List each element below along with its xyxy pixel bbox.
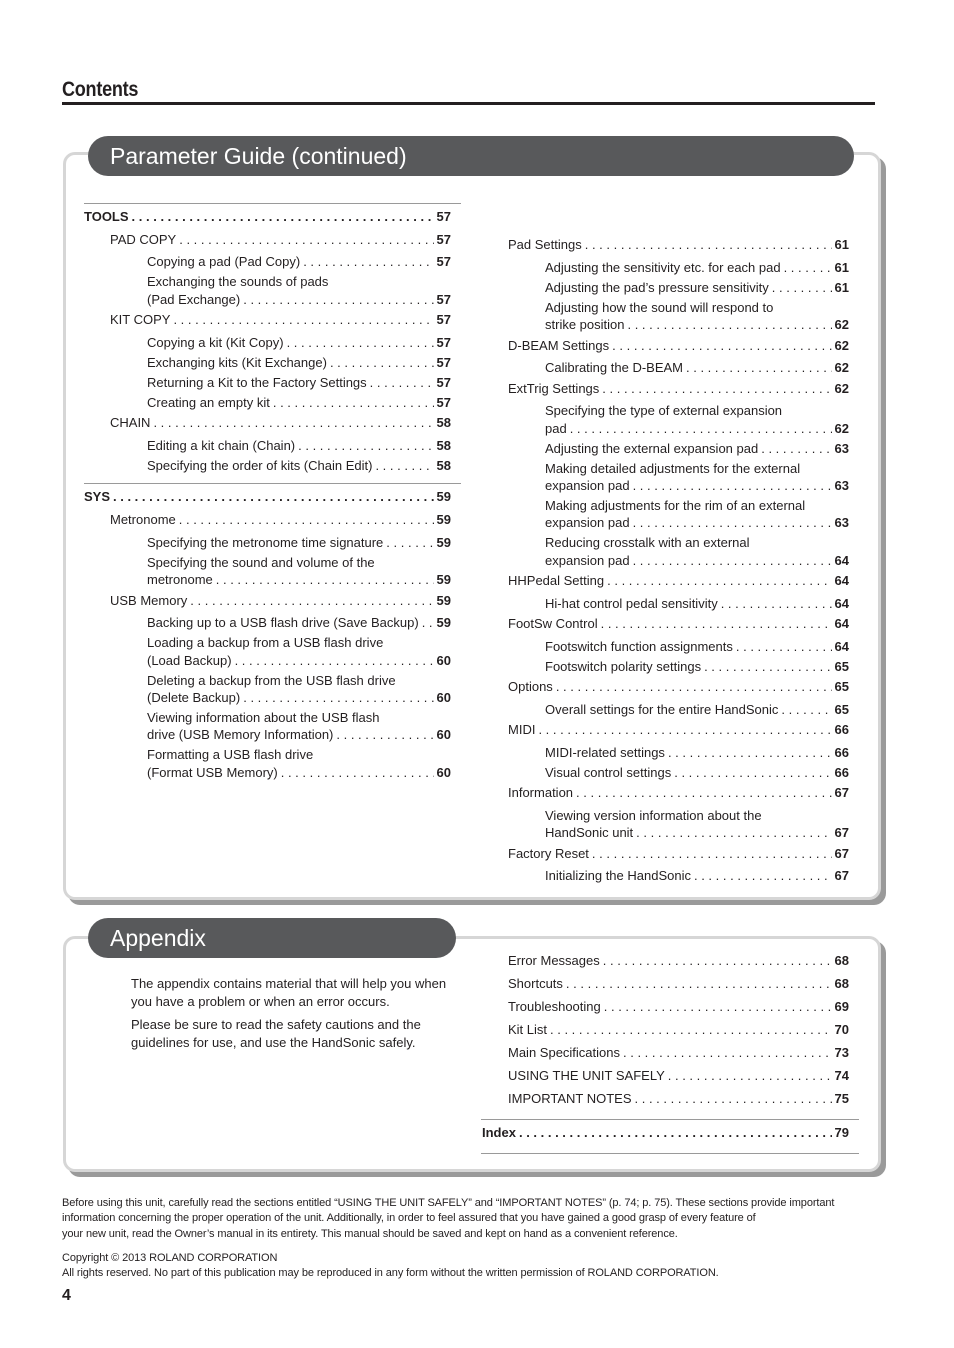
toc-entry-text: Deleting a backup from the USB flash drive	[147, 673, 396, 688]
dot-leader	[303, 254, 433, 270]
entry-title: (Delete Backup)	[147, 690, 241, 705]
page-ref: 59	[436, 593, 451, 608]
dot-leader	[781, 702, 831, 718]
dot-leader	[607, 573, 831, 589]
page-ref: 61	[834, 260, 849, 275]
dot-leader	[633, 553, 832, 569]
page-ref: 66	[834, 722, 849, 737]
dot-leader	[623, 1045, 832, 1061]
entry-title: Creating an empty kit	[147, 395, 270, 410]
footer-note-line-3: your new unit, read the Owner’s manual in its entirety. This manual should be saved and kept on hand as a convenient reference.	[62, 1228, 678, 1240]
entry-title: Visual control settings	[545, 765, 672, 780]
page-ref: 65	[834, 679, 849, 694]
entry-title: HHPedal Setting	[508, 573, 605, 588]
entry-title: metronome	[147, 572, 213, 587]
toc-entry-text: Formatting a USB flash drive	[147, 747, 314, 762]
page-ref: 57	[436, 254, 451, 269]
dot-leader	[686, 360, 832, 376]
toc-entry[interactable]	[508, 237, 849, 253]
entry-title: Specifying the metronome time signature	[147, 535, 384, 550]
dot-leader	[602, 381, 831, 397]
toc-entry[interactable]	[508, 679, 849, 695]
toc-entry[interactable]	[110, 512, 451, 528]
toc-entry[interactable]	[110, 312, 451, 328]
dot-leader	[761, 441, 831, 457]
dot-leader	[113, 489, 434, 505]
toc-entry[interactable]	[508, 338, 849, 354]
toc-entry-text: Adjusting how the sound will respond to	[545, 300, 774, 315]
toc-entry[interactable]	[84, 489, 451, 505]
dot-leader	[173, 312, 433, 328]
page-ref: 63	[834, 515, 849, 530]
page-ref: 60	[436, 765, 451, 780]
dot-leader	[636, 825, 831, 841]
page-ref: 62	[834, 360, 849, 375]
toc-entry[interactable]	[147, 355, 451, 371]
page-ref: 59	[436, 615, 451, 630]
toc-entry-text: Specifying the type of external expansion	[545, 403, 783, 418]
page-ref: 67	[834, 785, 849, 800]
page-ref: 57	[436, 292, 451, 307]
page-ref: 63	[834, 478, 849, 493]
entry-title: ExtTrig Settings	[508, 381, 600, 396]
entry-title: USING THE UNIT SAFELY	[508, 1068, 665, 1083]
entry-title: SYS	[84, 489, 111, 504]
dot-leader	[179, 512, 434, 528]
toc-entry[interactable]	[545, 260, 849, 276]
divider	[84, 203, 461, 204]
entry-title: Index	[482, 1125, 516, 1140]
entry-title: strike position	[545, 317, 625, 332]
dot-leader	[694, 868, 832, 884]
entry-title: expansion pad	[545, 478, 630, 493]
page-ref: 57	[436, 395, 451, 410]
dot-leader	[585, 237, 832, 253]
toc-entry[interactable]	[147, 375, 451, 391]
entry-title: MIDI-related settings	[545, 745, 665, 760]
appendix-entry[interactable]	[482, 1125, 849, 1141]
entry-title: Adjusting the sensitivity etc. for each pad	[545, 260, 781, 275]
dot-leader	[556, 679, 832, 695]
toc-entry[interactable]	[110, 593, 451, 609]
entry-title: expansion pad	[545, 515, 630, 530]
toc-entry[interactable]	[110, 415, 451, 431]
toc-entry[interactable]	[147, 335, 451, 351]
toc-entry[interactable]	[110, 232, 451, 248]
toc-entry[interactable]	[508, 616, 849, 632]
entry-title: Pad Settings	[508, 237, 582, 252]
toc-entry[interactable]	[147, 292, 451, 308]
toc-entry[interactable]	[545, 765, 849, 781]
page-ref: 62	[834, 421, 849, 436]
page-ref: 64	[834, 553, 849, 568]
entry-title: Shortcuts	[508, 976, 563, 991]
dot-leader	[668, 745, 832, 761]
entry-title: Footswitch function assignments	[545, 639, 733, 654]
toc-entry[interactable]	[147, 690, 451, 706]
appendix-entry[interactable]	[508, 1045, 849, 1061]
dot-leader	[576, 785, 831, 801]
page-ref: 67	[834, 846, 849, 861]
page-ref: 75	[834, 1091, 849, 1106]
dot-leader	[604, 999, 832, 1015]
dot-leader	[281, 765, 434, 781]
page-ref: 60	[436, 653, 451, 668]
toc-entry-text: Exchanging the sounds of pads	[147, 274, 329, 289]
page-ref: 74	[834, 1068, 849, 1083]
page-ref: 57	[436, 335, 451, 350]
dot-leader	[592, 846, 832, 862]
entry-title: (Format USB Memory)	[147, 765, 278, 780]
dot-leader	[298, 438, 433, 454]
dot-leader	[635, 1091, 832, 1107]
toc-entry[interactable]	[545, 659, 849, 675]
toc-entry[interactable]	[508, 846, 849, 862]
dot-leader	[633, 515, 832, 531]
entry-title: Information	[508, 785, 574, 800]
entry-title: Main Specifications	[508, 1045, 620, 1060]
page-ref: 59	[436, 535, 451, 550]
appendix-entry[interactable]	[508, 976, 849, 992]
toc-entry[interactable]	[545, 639, 849, 655]
parameter-guide-banner: Parameter Guide (continued)	[88, 136, 854, 176]
page-ref: 57	[436, 355, 451, 370]
entry-title: Error Messages	[508, 953, 600, 968]
toc-entry[interactable]	[147, 458, 451, 474]
page-ref: 58	[436, 438, 451, 453]
footer-note-line-2: information concerning the proper operation of the unit. Additionally, in order to feel assured that you have gained a good grasp of every feature of	[62, 1212, 756, 1224]
entry-title: Options	[508, 679, 553, 694]
toc-entry[interactable]	[545, 702, 849, 718]
dot-leader	[704, 659, 831, 675]
dot-leader	[386, 535, 433, 551]
page-ref: 59	[436, 512, 451, 527]
entry-title: Troubleshooting	[508, 999, 601, 1014]
toc-entry[interactable]	[545, 825, 849, 841]
dot-leader	[330, 355, 434, 371]
page-ref: 59	[436, 572, 451, 587]
dot-leader	[603, 953, 832, 969]
entry-title: KIT COPY	[110, 312, 171, 327]
dot-leader	[566, 976, 832, 992]
page-ref: 67	[834, 868, 849, 883]
page-ref: 63	[834, 441, 849, 456]
toc-entry[interactable]	[545, 868, 849, 884]
toc-entry[interactable]	[147, 653, 451, 669]
toc-entry[interactable]	[147, 765, 451, 781]
dot-leader	[216, 572, 434, 588]
toc-entry[interactable]	[147, 572, 451, 588]
entry-title: pad	[545, 421, 567, 436]
entry-title: Kit List	[508, 1022, 548, 1037]
toc-entry[interactable]	[508, 573, 849, 589]
dot-leader	[153, 415, 433, 431]
dot-leader	[190, 593, 433, 609]
entry-title: (Load Backup)	[147, 653, 232, 668]
dot-leader	[179, 232, 433, 248]
page-ref: 79	[834, 1125, 849, 1140]
page-ref: 60	[436, 727, 451, 742]
toc-entry[interactable]	[545, 280, 849, 296]
entry-title: Initializing the HandSonic	[545, 868, 691, 883]
footer-note-line-1: Before using this unit, carefully read the sections entitled “USING THE UNIT SAFELY” and “IMPORTANT NOTES” (p. 74; p. 75). These sections provide important	[62, 1197, 835, 1209]
toc-entry[interactable]	[147, 535, 451, 551]
entry-title: Backing up to a USB flash drive (Save Backup)	[147, 615, 419, 630]
dot-leader	[132, 209, 434, 225]
dot-leader	[243, 690, 433, 706]
dot-leader	[375, 458, 433, 474]
entry-title: Footswitch polarity settings	[545, 659, 702, 674]
entry-title: drive (USB Memory Information)	[147, 727, 334, 742]
dot-leader	[668, 1068, 832, 1084]
entry-title: D-BEAM Settings	[508, 338, 610, 353]
toc-entry-text: Specifying the sound and volume of the	[147, 555, 375, 570]
title-rule	[62, 102, 875, 105]
toc-entry[interactable]	[84, 209, 451, 225]
toc-entry-text: Viewing version information about the	[545, 808, 762, 823]
entry-title: Exchanging kits (Kit Exchange)	[147, 355, 327, 370]
entry-title: Specifying the order of kits (Chain Edit)	[147, 458, 373, 473]
dot-leader	[550, 1022, 832, 1038]
appendix-entry[interactable]	[508, 1068, 849, 1084]
dot-leader	[674, 765, 831, 781]
toc-entry-text: Loading a backup from a USB flash drive	[147, 635, 384, 650]
copyright: Copyright © 2013 ROLAND CORPORATION	[62, 1252, 278, 1264]
page-ref: 65	[834, 659, 849, 674]
entry-title: FootSw Control	[508, 616, 598, 631]
toc-entry-text: Making adjustments for the rim of an external	[545, 498, 806, 513]
page-ref: 57	[436, 232, 451, 247]
entry-title: PAD COPY	[110, 232, 177, 247]
dot-leader	[336, 727, 433, 743]
rights-notice: All rights reserved. No part of this publication may be reproduced in any form without the written permission of ROLAND CORPORATION.	[62, 1267, 719, 1279]
entry-title: Copying a kit (Kit Copy)	[147, 335, 284, 350]
entry-title: CHAIN	[110, 415, 151, 430]
appendix-banner: Appendix	[88, 918, 456, 958]
appendix-intro-2: Please be sure to read the safety cautions and the guidelines for use, and use the HandSonic safely.	[131, 1017, 421, 1050]
dot-leader	[633, 478, 832, 494]
entry-title: Hi-hat control pedal sensitivity	[545, 596, 718, 611]
page-ref: 59	[436, 489, 451, 504]
dot-leader	[570, 421, 832, 437]
entry-title: Factory Reset	[508, 846, 589, 861]
toc-entry-text: Reducing crosstalk with an external	[545, 535, 750, 550]
page-ref: 61	[834, 280, 849, 295]
entry-title: (Pad Exchange)	[147, 292, 241, 307]
dot-leader	[601, 616, 832, 632]
dot-leader	[736, 639, 832, 655]
entry-title: Metronome	[110, 512, 176, 527]
entry-title: Copying a pad (Pad Copy)	[147, 254, 301, 269]
divider	[481, 1153, 859, 1154]
entry-title: expansion pad	[545, 553, 630, 568]
toc-entry[interactable]	[545, 441, 849, 457]
toc-entry[interactable]	[508, 785, 849, 801]
toc-entry[interactable]	[545, 478, 849, 494]
toc-entry[interactable]	[147, 727, 451, 743]
appendix-entry[interactable]	[508, 1091, 849, 1107]
toc-entry[interactable]	[508, 381, 849, 397]
dot-leader	[772, 280, 832, 296]
appendix-intro-1: The appendix contains material that will help you when you have a problem or when an error occurs.	[131, 976, 447, 1009]
page-ref: 64	[834, 573, 849, 588]
dot-leader	[627, 317, 831, 333]
appendix-entry[interactable]	[508, 953, 849, 969]
dot-leader	[784, 260, 832, 276]
toc-entry[interactable]	[545, 515, 849, 531]
page-ref: 62	[834, 381, 849, 396]
dot-leader	[612, 338, 831, 354]
toc-entry[interactable]	[147, 254, 451, 270]
page-number: 4	[62, 1287, 71, 1304]
toc-entry-text: Making detailed adjustments for the external	[545, 461, 801, 476]
toc-entry[interactable]	[545, 553, 849, 569]
entry-title: Calibrating the D-BEAM	[545, 360, 683, 375]
page-ref: 65	[834, 702, 849, 717]
dot-leader	[721, 596, 832, 612]
toc-entry[interactable]	[545, 360, 849, 376]
appendix-entry[interactable]	[508, 1022, 849, 1038]
page-ref: 64	[834, 639, 849, 654]
dot-leader	[235, 653, 434, 669]
entry-title: Editing a kit chain (Chain)	[147, 438, 296, 453]
entry-title: TOOLS	[84, 209, 129, 224]
page-ref: 66	[834, 745, 849, 760]
page-title: Contents	[62, 78, 139, 101]
page-ref: 60	[436, 690, 451, 705]
page-ref: 64	[834, 596, 849, 611]
entry-title: HandSonic unit	[545, 825, 634, 840]
toc-entry[interactable]	[147, 395, 451, 411]
page-ref: 58	[436, 415, 451, 430]
toc-entry[interactable]	[147, 615, 451, 631]
page-ref: 66	[834, 765, 849, 780]
entry-title: MIDI	[508, 722, 536, 737]
page-ref: 68	[834, 976, 849, 991]
page-ref: 62	[834, 317, 849, 332]
toc-entry-text: Viewing information about the USB flash	[147, 710, 380, 725]
toc-entry[interactable]	[545, 421, 849, 437]
dot-leader	[370, 375, 434, 391]
page-ref: 57	[436, 209, 451, 224]
entry-title: Adjusting the external expansion pad	[545, 441, 759, 456]
entry-title: Overall settings for the entire HandSonic	[545, 702, 779, 717]
dot-leader	[538, 722, 831, 738]
toc-entry[interactable]	[545, 596, 849, 612]
divider	[84, 483, 461, 484]
page-ref: 68	[834, 953, 849, 968]
dot-leader	[273, 395, 434, 411]
entry-title: Returning a Kit to the Factory Settings	[147, 375, 367, 390]
page-ref: 57	[436, 312, 451, 327]
page-ref: 73	[834, 1045, 849, 1060]
toc-entry[interactable]	[147, 438, 451, 454]
page-ref: 67	[834, 825, 849, 840]
toc-entry[interactable]	[545, 317, 849, 333]
page-ref: 61	[834, 237, 849, 252]
divider	[481, 1119, 859, 1120]
page-ref: 70	[834, 1022, 849, 1037]
toc-entry[interactable]	[508, 722, 849, 738]
dot-leader	[422, 615, 434, 631]
appendix-entry[interactable]	[508, 999, 849, 1015]
dot-leader	[287, 335, 434, 351]
page-ref: 69	[834, 999, 849, 1014]
page-ref: 58	[436, 458, 451, 473]
dot-leader	[243, 292, 433, 308]
entry-title: USB Memory	[110, 593, 188, 608]
toc-entry[interactable]	[545, 745, 849, 761]
entry-title: IMPORTANT NOTES	[508, 1091, 632, 1106]
entry-title: Adjusting the pad’s pressure sensitivity	[545, 280, 769, 295]
page-ref: 64	[834, 616, 849, 631]
page-ref: 57	[436, 375, 451, 390]
dot-leader	[519, 1125, 832, 1141]
page-ref: 62	[834, 338, 849, 353]
